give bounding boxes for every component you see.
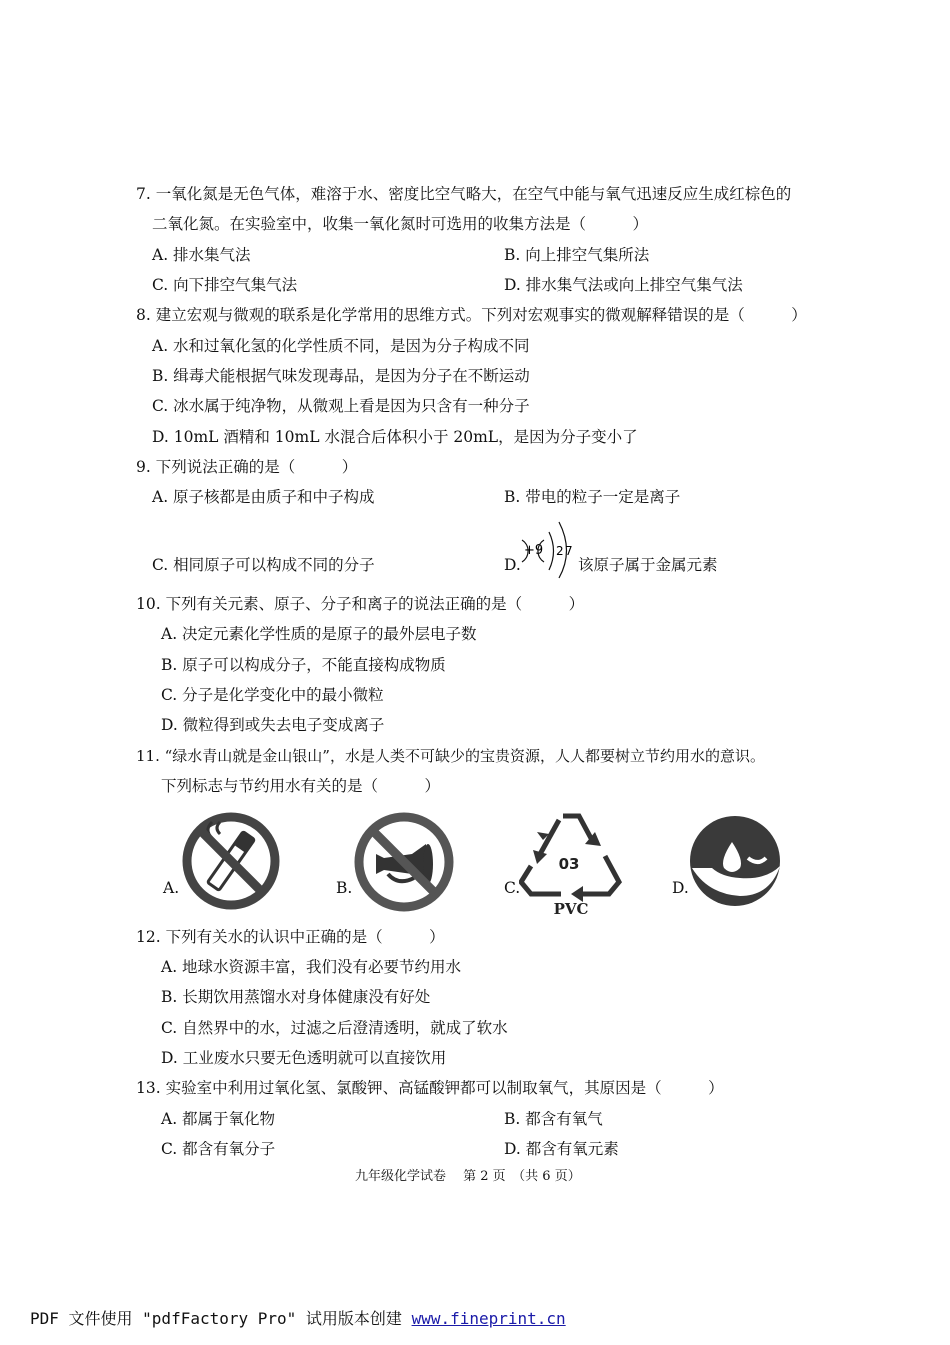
q7-option-c: C. 向下排空气集气法: [152, 276, 298, 294]
q13-option-c: C. 都含有氧分子: [161, 1140, 276, 1158]
q10-option-a: A. 决定元素化学性质的是原子的最外层电子数: [161, 625, 477, 643]
q8-option-c: C. 冰水属于纯净物，从微观上看是因为只含有一种分子: [152, 397, 530, 415]
q12-option-b: B. 长期饮用蒸馏水对身体健康没有好处: [161, 988, 431, 1006]
q12-stem: 12. 下列有关水的认识中正确的是（ ）: [136, 928, 445, 946]
no-smoking-icon: [182, 812, 280, 910]
q13-option-a: A. 都属于氧化物: [161, 1110, 276, 1128]
atom-shell-2-electrons: 7: [565, 544, 573, 558]
q12-option-c: C. 自然界中的水，过滤之后澄清透明，就成了软水: [161, 1019, 508, 1037]
q9-option-d-text: 该原子属于金属元素: [578, 556, 718, 574]
q11-stem-line1: 11. “绿水青山就是金山银山”，水是人类不可缺少的宝贵资源，人人都要树立节约用水的意识。: [136, 747, 765, 765]
q9-stem: 9. 下列说法正确的是（ ）: [136, 458, 358, 476]
q10-stem: 10. 下列有关元素、原子、分子和离子的说法正确的是（ ）: [136, 595, 585, 613]
recycle-code-text: 03: [558, 855, 580, 873]
atom-shell-1-electrons: 2: [556, 544, 564, 558]
watermark-text: PDF 文件使用 "pdfFactory Pro" 试用版本创建: [30, 1309, 412, 1328]
q10-option-c: C. 分子是化学变化中的最小微粒: [161, 686, 384, 704]
q7-option-b: B. 向上排空气集所法: [504, 246, 650, 264]
q7-stem-line2: 二氧化氮。在实验室中，收集一氧化氮时可选用的收集方法是（ ）: [152, 215, 649, 233]
q7-stem-line1: 7. 一氧化氮是无色气体，难溶于水、密度比空气略大，在空气中能与氧气迅速反应生成红棕色的: [136, 185, 792, 203]
atom-nucleus-charge: +9: [524, 543, 544, 558]
q10-option-d: D. 微粒得到或失去电子变成离子: [161, 716, 385, 734]
q9-option-b: B. 带电的粒子一定是离子: [504, 488, 681, 506]
q13-stem: 13. 实验室中利用过氧化氢、氯酸钾、高锰酸钾都可以制取氧气，其原因是（ ）: [136, 1079, 724, 1097]
q13-option-d: D. 都含有氧元素: [504, 1140, 619, 1158]
q12-option-d: D. 工业废水只要无色透明就可以直接饮用: [161, 1049, 447, 1067]
atom-shell-1-arc: [549, 532, 554, 570]
q8-option-b: B. 缉毒犬能根据气味发现毒品，是因为分子在不断运动: [152, 367, 530, 385]
q7-option-a: A. 排水集气法: [152, 246, 251, 264]
q9-option-c: C. 相同原子可以构成不同的分子: [152, 556, 375, 574]
pdf-watermark: [30, 1308, 566, 1330]
q12-option-a: A. 地球水资源丰富，我们没有必要节约用水: [161, 958, 462, 976]
watermark-link[interactable]: www.fineprint.cn: [411, 1309, 566, 1328]
water-saving-icon: [688, 814, 782, 908]
recycle-pvc-icon: [519, 806, 623, 918]
q7-option-d: D. 排水集气法或向上排空气集气法: [504, 276, 743, 294]
atom-structure-diagram: [520, 518, 578, 580]
q8-stem: 8. 建立宏观与微观的联系是化学常用的思维方式。下列对宏观事实的微观解释错误的是（ ）: [136, 306, 807, 324]
no-horn-icon: [354, 812, 454, 912]
q11-stem-line2: 下列标志与节约用水有关的是（ ）: [161, 777, 441, 795]
recycle-material-text: PVC: [553, 900, 589, 918]
page-footer: 九年级化学试卷 第 2 页 （共 6 页）: [355, 1169, 581, 1184]
q11-option-d-label: D.: [672, 879, 689, 897]
q10-option-b: B. 原子可以构成分子，不能直接构成物质: [161, 656, 446, 674]
q8-option-a: A. 水和过氧化氢的化学性质不同，是因为分子构成不同: [152, 337, 530, 355]
q11-option-c-label: C.: [504, 879, 521, 897]
q11-option-b-label: B.: [336, 879, 353, 897]
q11-option-a-label: A.: [163, 879, 180, 897]
q13-option-b: B. 都含有氧气: [504, 1110, 603, 1128]
q9-option-d-prefix: D.: [504, 556, 521, 574]
q9-option-a: A. 原子核都是由质子和中子构成: [152, 488, 375, 506]
q8-option-d: D. 10mL 酒精和 10mL 水混合后体积小于 20mL，是因为分子变小了: [152, 428, 638, 446]
